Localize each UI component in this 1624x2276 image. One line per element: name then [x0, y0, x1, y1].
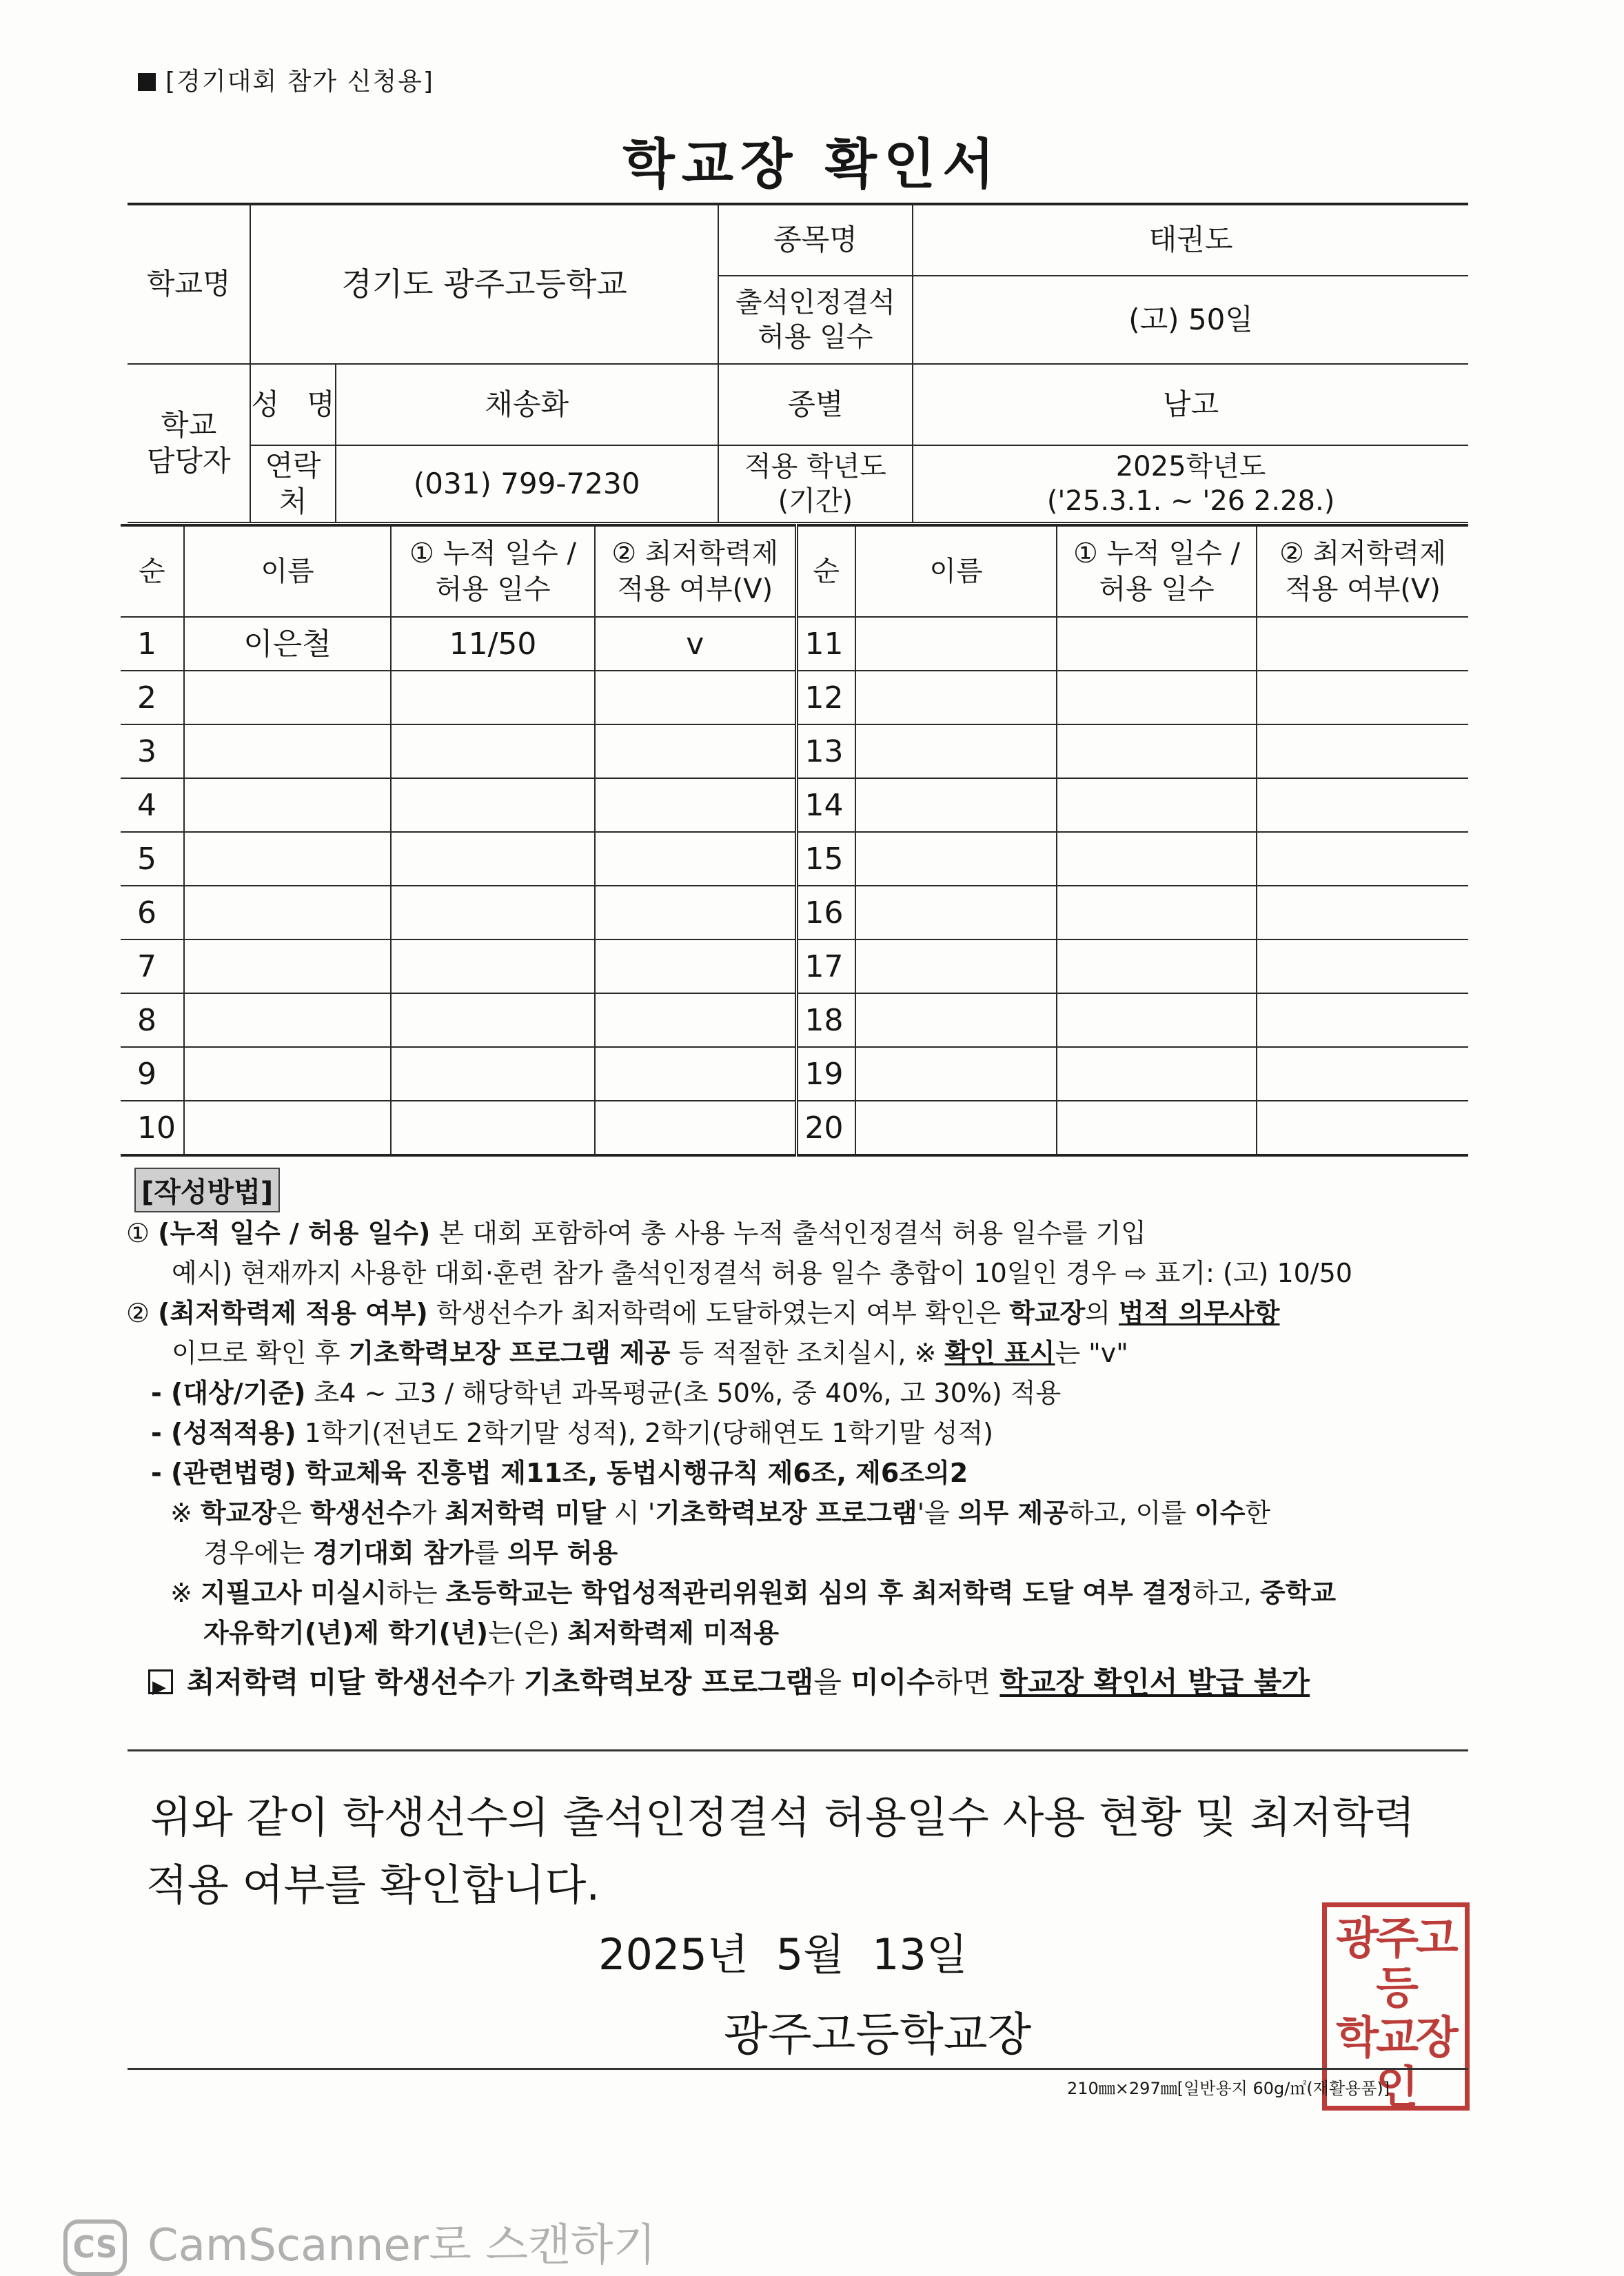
- table-row: [121, 886, 1468, 939]
- roster-cell-name: [184, 671, 391, 724]
- roster-cell-name: [855, 1101, 1057, 1155]
- arrow-box-icon: [148, 1669, 173, 1694]
- watermark-text: CamScanner로 스캔하기: [148, 2220, 656, 2271]
- roster-cell-days: [391, 886, 595, 939]
- detail-laws: - (관련법령) 학교체육 진흥법 제11조, 동법시행규칙 제6조, 제6조의2: [151, 1458, 968, 1488]
- roster-cell-min: [595, 993, 796, 1047]
- roster-cell-no: 4: [121, 778, 184, 832]
- sport-label: 종목명: [718, 204, 913, 276]
- roster-cell-no: 7: [121, 939, 184, 993]
- roster-cell-name: [184, 778, 391, 832]
- roster-cell-min: [1257, 832, 1468, 886]
- roster-cell-days: [391, 778, 595, 832]
- roster-cell-no: 5: [121, 832, 184, 886]
- roster-cell-name: [184, 724, 391, 778]
- roster-cell-days: [1057, 724, 1257, 778]
- roster-cell-no: 16: [796, 886, 855, 939]
- roster-cell-no: 18: [796, 993, 855, 1047]
- confirmation-line-2: 적용 여부를 확인합니다.: [146, 1860, 600, 1910]
- roster-cell-days: [391, 724, 595, 778]
- roster-cell-days: 11/50: [391, 617, 595, 671]
- note-1-example: 예시) 현재까지 사용한 대회·훈련 참가 출석인정결석 허용 일수 총합이 10일인 경우 ⇨ 표기: (고) 10/50: [172, 1258, 1352, 1288]
- roster-cell-no: 3: [121, 724, 184, 778]
- school-name-value: 경기도 광주고등학교: [250, 204, 718, 364]
- roster-cell-no: 20: [796, 1101, 855, 1155]
- table-row: [121, 1101, 1468, 1155]
- roster-cell-no: 6: [121, 886, 184, 939]
- remark-2-line2: 자유학기(년)제 학기(년)는(은) 최저학력제 미적용: [203, 1618, 780, 1648]
- table-row: [121, 1047, 1468, 1101]
- col-header-no: 순: [796, 525, 855, 617]
- square-bullet-icon: [138, 73, 156, 91]
- roster-cell-days: [1057, 1047, 1257, 1101]
- col-header-min-academic: ② 최저학력제 적용 여부(V): [1257, 525, 1468, 617]
- roster-cell-no: 9: [121, 1047, 184, 1101]
- roster-cell-min: [1257, 1047, 1468, 1101]
- roster-cell-days: [1057, 886, 1257, 939]
- roster-cell-days: [1057, 939, 1257, 993]
- roster-cell-no: 1: [121, 617, 184, 671]
- roster-cell-days: [391, 1101, 595, 1155]
- roster-cell-no: 12: [796, 671, 855, 724]
- principal-signature-line: 광주고등학교장: [724, 2008, 1032, 2061]
- manager-name-value: 채송화: [336, 364, 718, 445]
- roster-cell-name: [855, 939, 1057, 993]
- roster-cell-name: [855, 617, 1057, 671]
- roster-cell-name: [184, 1047, 391, 1101]
- paper-spec: 210㎜×297㎜[일반용지 60g/㎡(재활용품)]: [1067, 2079, 1390, 2098]
- roster-cell-no: 10: [121, 1101, 184, 1155]
- col-header-days: ① 누적 일수 / 허용 일수: [391, 525, 595, 617]
- method-notes: [126, 1213, 1470, 1703]
- category-label: 종별: [718, 364, 913, 445]
- contact-value: (031) 799-7230: [336, 445, 718, 522]
- roster-cell-days: [391, 832, 595, 886]
- roster-cell-min: [1257, 617, 1468, 671]
- allowed-days-label: 출석인정결석 허용 일수: [718, 276, 913, 364]
- official-seal-stamp: 광주고등 학교장인: [1322, 1902, 1470, 2111]
- camscanner-logo-icon: CS: [63, 2219, 127, 2276]
- roster-cell-name: [855, 778, 1057, 832]
- student-roster-table: [121, 524, 1468, 1157]
- roster-cell-min: [1257, 724, 1468, 778]
- roster-cell-min: [1257, 993, 1468, 1047]
- table-row: [121, 832, 1468, 886]
- roster-cell-days: [1057, 617, 1257, 671]
- table-row: [121, 671, 1468, 724]
- roster-cell-days: [1057, 993, 1257, 1047]
- detail-target: - (대상/기준) 초4 ~ 고3 / 해당학년 과목평균(초 50%, 중 40%, 고 30%) 적용: [151, 1378, 1062, 1408]
- contact-label: 연락처: [250, 445, 335, 522]
- roster-cell-days: [391, 1047, 595, 1101]
- roster-cell-no: 17: [796, 939, 855, 993]
- remark-1-line2: 경우에는 경기대회 참가를 의무 허용: [203, 1538, 618, 1568]
- allowed-days-value: (고) 50일: [913, 276, 1468, 364]
- roster-cell-name: [855, 993, 1057, 1047]
- roster-cell-days: [1057, 832, 1257, 886]
- roster-cell-name: [184, 939, 391, 993]
- roster-cell-min: [1257, 778, 1468, 832]
- table-row: [121, 939, 1468, 993]
- roster-cell-name: 이은철: [184, 617, 391, 671]
- roster-cell-min: [595, 832, 796, 886]
- roster-cell-min: [1257, 886, 1468, 939]
- roster-cell-name: [855, 1047, 1057, 1101]
- roster-cell-days: [391, 671, 595, 724]
- roster-cell-name: [855, 832, 1057, 886]
- manager-name-label: 성 명: [250, 364, 335, 445]
- roster-cell-days: [391, 939, 595, 993]
- note-1: ① (누적 일수 / 허용 일수) 본 대회 포함하여 총 사용 누적 출석인정결석 허용 일수를 기입: [126, 1218, 1146, 1248]
- roster-cell-no: 15: [796, 832, 855, 886]
- method-section-label: [작성방법]: [134, 1168, 280, 1212]
- table-row: [121, 993, 1468, 1047]
- table-row: [121, 778, 1468, 832]
- section-divider: [128, 1749, 1468, 1751]
- table-row: [121, 724, 1468, 778]
- camscanner-watermark: [63, 2210, 656, 2276]
- roster-cell-no: 8: [121, 993, 184, 1047]
- issue-date: 2025년 5월 13일: [598, 1929, 968, 1980]
- roster-cell-min: [595, 939, 796, 993]
- sport-value: 태권도: [913, 204, 1468, 276]
- roster-body: [121, 617, 1468, 1155]
- remark-1: ※ 학교장은 학생선수가 최저학력 미달 시 '기초학력보장 프로그램'을 의무 제공하고, 이를 이수한: [170, 1498, 1271, 1528]
- roster-cell-min: [1257, 939, 1468, 993]
- roster-cell-min: [1257, 1101, 1468, 1155]
- roster-cell-no: 19: [796, 1047, 855, 1101]
- col-header-no: 순: [121, 525, 184, 617]
- roster-cell-min: [1257, 671, 1468, 724]
- remark-2: ※ 지필고사 미실시하는 초등학교는 학업성적관리위원회 심의 후 최저학력 도달 여부 결정하고, 중학교: [170, 1578, 1337, 1608]
- note-2-line2: 이므로 확인 후 기초학력보장 프로그램 제공 등 적절한 조치실시, ※ 확인 표시는 "v": [172, 1338, 1128, 1368]
- roster-cell-name: [855, 886, 1057, 939]
- col-header-name: 이름: [184, 525, 391, 617]
- roster-cell-min: [595, 724, 796, 778]
- roster-cell-name: [855, 724, 1057, 778]
- school-name-label: 학교명: [128, 204, 250, 364]
- roster-cell-name: [184, 993, 391, 1047]
- roster-cell-min: [595, 886, 796, 939]
- roster-cell-no: 13: [796, 724, 855, 778]
- col-header-name: 이름: [855, 525, 1057, 617]
- detail-grades: - (성적적용) 1학기(전년도 2학기말 성적), 2학기(당해연도 1학기말 성적): [151, 1418, 994, 1448]
- roster-cell-days: [391, 993, 595, 1047]
- roster-cell-days: [1057, 778, 1257, 832]
- roster-cell-no: 14: [796, 778, 855, 832]
- roster-cell-min: [595, 1047, 796, 1101]
- document-title: 학교장 확인서: [622, 134, 1002, 196]
- manager-label: 학교 담당자: [128, 364, 250, 522]
- bottom-divider: [128, 2068, 1468, 2070]
- roster-cell-days: [1057, 671, 1257, 724]
- roster-cell-min: v: [595, 617, 796, 671]
- roster-cell-name: [184, 832, 391, 886]
- roster-cell-name: [184, 886, 391, 939]
- confirmation-statement: [146, 1784, 1460, 1919]
- note-2: ② (최저학력제 적용 여부) 학생선수가 최저학력에 도달하였는지 여부 확인은 학교장의 법적 의무사항: [126, 1298, 1280, 1328]
- school-year-label: 적용 학년도 (기간): [718, 445, 913, 522]
- roster-cell-days: [1057, 1101, 1257, 1155]
- final-warning: ▶최저학력 미달 학생선수가 기초학력보장 프로그램을 미이수하면 학교장 확인서 발급 불가: [126, 1663, 1470, 1703]
- confirmation-line-1: 위와 같이 학생선수의 출석인정결석 허용일수 사용 현황 및 최저학력: [150, 1792, 1415, 1842]
- col-header-days: ① 누적 일수 / 허용 일수: [1057, 525, 1257, 617]
- school-year-value: 2025학년도 ('25.3.1. ~ '26 2.28.): [913, 445, 1468, 522]
- category-value: 남고: [913, 364, 1468, 445]
- roster-cell-min: [595, 778, 796, 832]
- roster-cell-name: [855, 671, 1057, 724]
- table-row: [121, 617, 1468, 671]
- form-type-label: [138, 62, 434, 97]
- col-header-min-academic: ② 최저학력제 적용 여부(V): [595, 525, 796, 617]
- roster-cell-min: [595, 671, 796, 724]
- roster-cell-name: [184, 1101, 391, 1155]
- form-type-text: [경기대회 참가 신청용]: [165, 68, 434, 96]
- roster-cell-min: [595, 1101, 796, 1155]
- school-info-table: [128, 203, 1468, 523]
- roster-cell-no: 2: [121, 671, 184, 724]
- roster-cell-no: 11: [796, 617, 855, 671]
